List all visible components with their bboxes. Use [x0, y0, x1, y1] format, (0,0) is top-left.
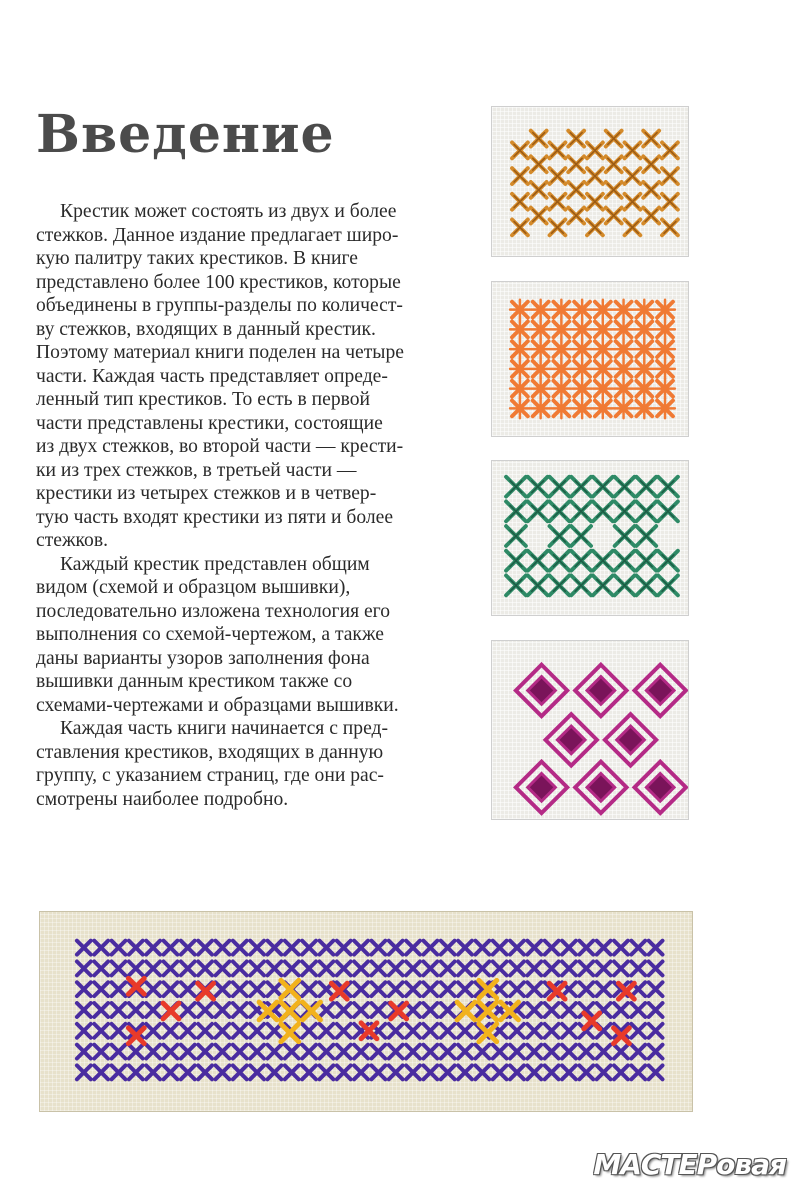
paragraph-1: [36, 200, 476, 553]
text-line: даны варианты узоров заполнения фона: [36, 647, 370, 669]
text-line: ленный тип крестиков. То есть в первой: [36, 389, 371, 410]
text-line: последовательно изложена технология его: [36, 600, 391, 622]
text-line: смотрены наиболее подробно.: [36, 788, 289, 810]
text-line: ки из трех стежков, в третьей части —: [36, 459, 357, 481]
text-line: схемами-чертежами и образцами вышивки.: [36, 694, 399, 716]
text-line: части представлены крестики, состоящие: [36, 412, 383, 434]
embroidery-band-sample: [39, 911, 693, 1112]
text-line: Поэтому материал книги поделен на четыре: [36, 342, 404, 363]
text-line: объединены в группы-разделы по количест-: [36, 295, 403, 316]
text-line: ву стежков, входящих в данный крестик.: [36, 318, 376, 340]
embroidery-sample-orange-zigzag: [491, 106, 689, 257]
text-line: выполнения со схемой-чертежом, а также: [36, 624, 384, 645]
embroidery-sample-green-stars: [491, 460, 689, 616]
text-line: части. Каждая часть представляет опреде-: [36, 365, 388, 387]
paragraph-2: [36, 553, 476, 718]
paragraph-3: [36, 717, 476, 811]
text-line: Каждая часть книги начинается с пред-: [60, 718, 389, 739]
embroidery-sample-image: [492, 107, 688, 256]
text-line: крестики из четырех стежков и в четвер-: [36, 483, 377, 504]
embroidery-sample-image: [492, 461, 688, 615]
text-line: из двух стежков, во второй части — крести-: [36, 436, 404, 457]
embroidery-sample-image: [492, 641, 688, 819]
text-line: группу, с указанием страниц, где они рас-: [36, 765, 384, 786]
text-line: стежков.: [36, 530, 108, 551]
embroidery-band-image: [40, 912, 692, 1111]
page-title: Введение: [36, 104, 335, 165]
intro-text: [36, 200, 476, 811]
embroidery-sample-coral-grid: [491, 281, 689, 437]
text-line: стежков. Данное издание предлагает широ-: [36, 224, 399, 246]
embroidery-sample-magenta-diamonds: [491, 640, 689, 820]
text-line: тую часть входят крестики из пяти и более: [36, 506, 394, 528]
text-line: ставления крестиков, входящих в данную: [36, 741, 384, 763]
text-line: кую палитру таких крестиков. В книге: [36, 248, 358, 269]
text-line: представлено более 100 крестиков, которые: [36, 271, 401, 293]
text-line: Каждый крестик представлен общим: [60, 553, 370, 575]
embroidery-sample-image: [492, 282, 688, 436]
text-line: вышивки данным крестиком также со: [36, 671, 353, 692]
watermark-logo: МАСТЕРовая: [593, 1148, 786, 1181]
text-line: видом (схемой и образцом вышивки),: [36, 577, 351, 598]
text-line: Крестик может состоять из двух и более: [60, 201, 397, 222]
